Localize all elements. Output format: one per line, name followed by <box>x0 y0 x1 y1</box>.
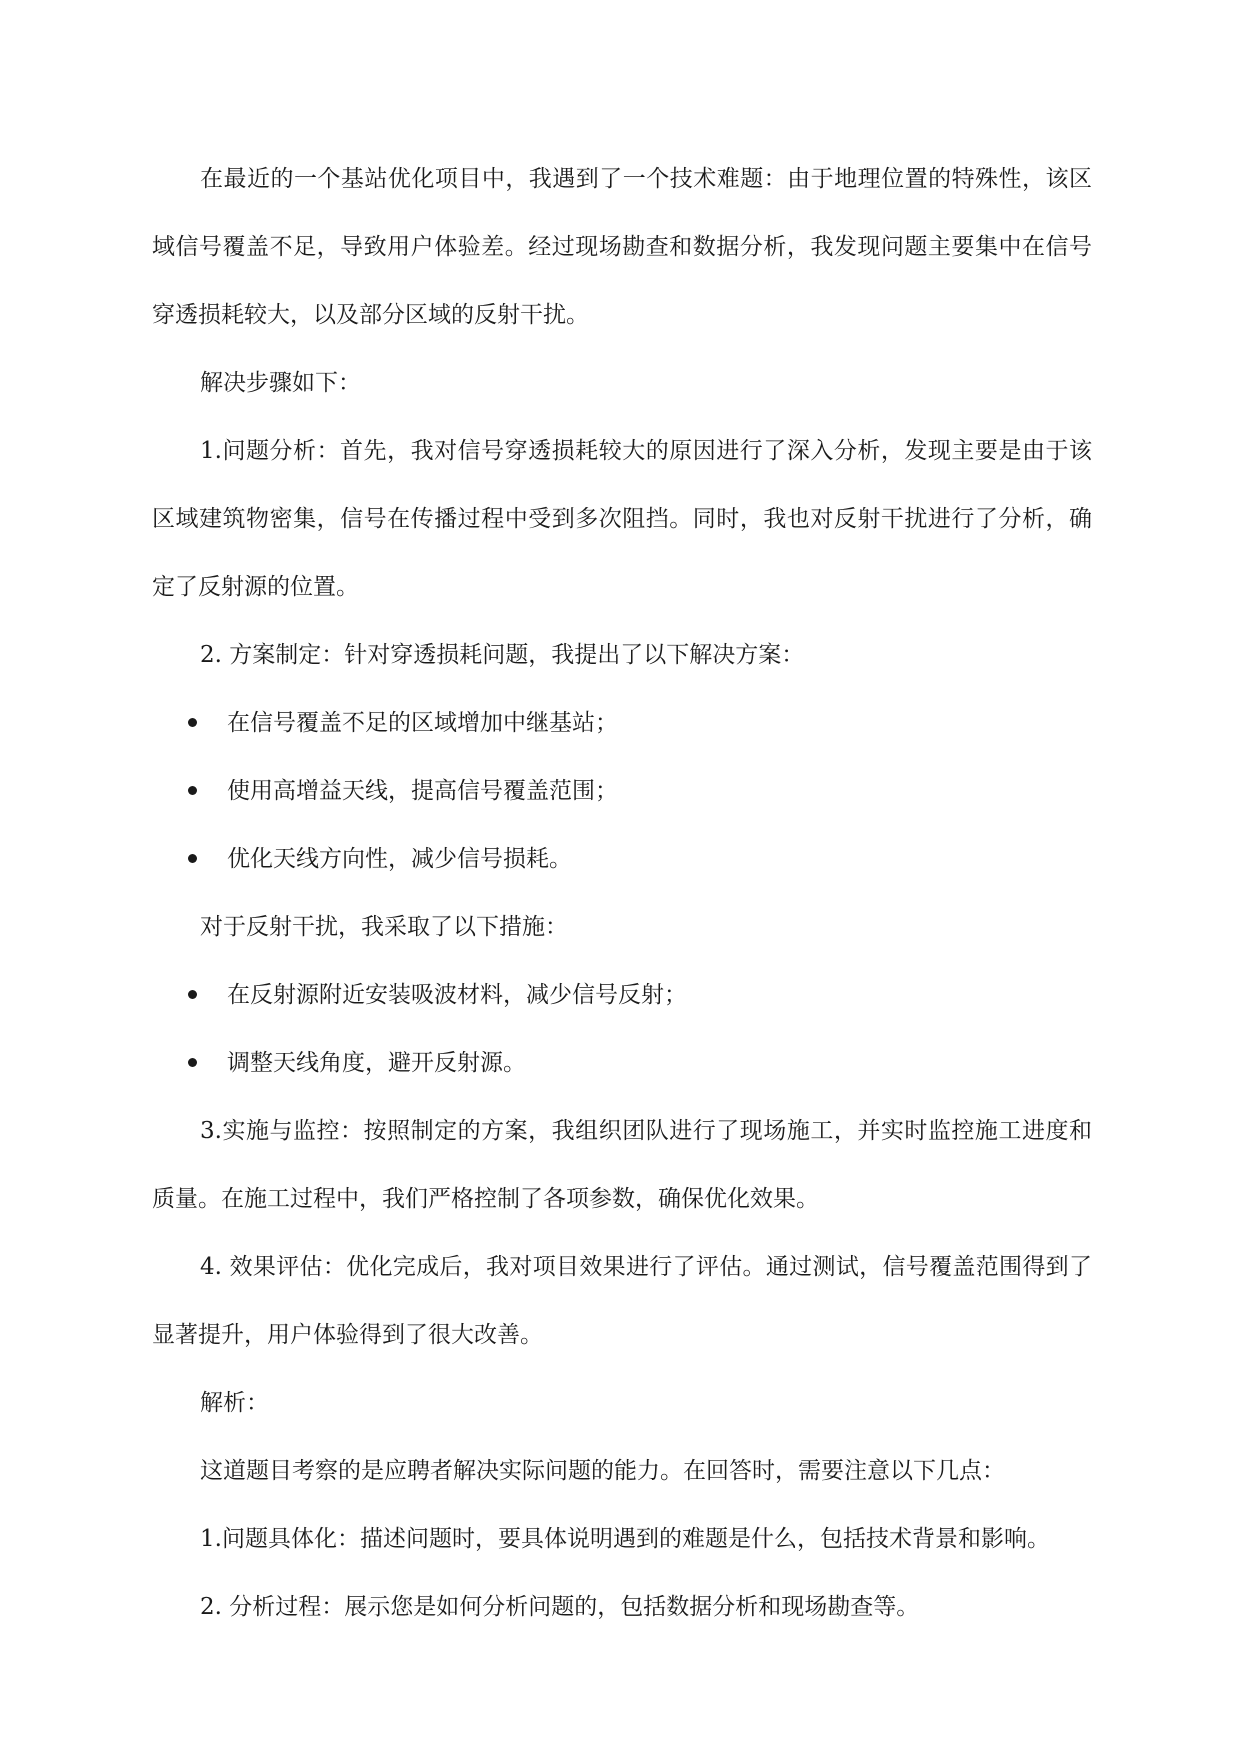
bullet-icon <box>188 990 197 999</box>
bullet-icon <box>188 718 197 727</box>
bullet-icon <box>188 854 197 863</box>
paragraph-reflection-measures: 对于反射干扰，我采取了以下措施： <box>200 914 568 940</box>
list-item <box>152 825 1092 893</box>
paragraph-analysis-point-1: 1.问题具体化：描述问题时，要具体说明遇到的难题是什么，包括技术背景和影响。 <box>200 1526 1050 1552</box>
paragraph-analysis-heading: 解析： <box>200 1390 269 1416</box>
paragraph-analysis-intro: 这道题目考察的是应聘者解决实际问题的能力。在回答时，需要注意以下几点： <box>200 1458 1005 1484</box>
paragraph-intro: 在最近的一个基站优化项目中，我遇到了一个技术难题：由于地理位置的特殊性，该区域信号覆盖不足，导致用户体验差。经过现场勘查和数据分析，我发现问题主要集中在信号穿透损耗较大，以及部分区域的反射干扰。 <box>152 166 1092 328</box>
list-item <box>152 757 1092 825</box>
solution-list <box>152 689 1092 893</box>
paragraph-step-3: 3.实施与监控：按照制定的方案，我组织团队进行了现场施工，并实时监控施工进度和质量。在施工过程中，我们严格控制了各项参数，确保优化效果。 <box>152 1118 1092 1212</box>
list-item <box>152 1029 1092 1097</box>
bullet-icon <box>188 786 197 795</box>
list-item-text: 优化天线方向性，减少信号损耗。 <box>227 846 572 872</box>
paragraph-analysis-point-2: 2. 分析过程：展示您是如何分析问题的，包括数据分析和现场勘查等。 <box>200 1594 920 1620</box>
paragraph-step-1: 1.问题分析：首先，我对信号穿透损耗较大的原因进行了深入分析，发现主要是由于该区域建筑物密集，信号在传播过程中受到多次阻挡。同时，我也对反射干扰进行了分析，确定了反射源的位置。 <box>152 438 1092 600</box>
bullet-icon <box>188 1058 197 1067</box>
list-item <box>152 961 1092 1029</box>
paragraph-step-2: 2. 方案制定：针对穿透损耗问题，我提出了以下解决方案： <box>200 642 805 668</box>
measures-list <box>152 961 1092 1097</box>
list-item-text: 在信号覆盖不足的区域增加中继基站； <box>227 710 618 736</box>
paragraph-step-4: 4. 效果评估：优化完成后，我对项目效果进行了评估。通过测试，信号覆盖范围得到了显著提升，用户体验得到了很大改善。 <box>152 1254 1092 1348</box>
list-item <box>152 689 1092 757</box>
list-item-text: 调整天线角度，避开反射源。 <box>227 1050 526 1076</box>
document-body <box>152 145 1092 1641</box>
paragraph-steps-heading: 解决步骤如下： <box>200 370 361 396</box>
list-item-text: 使用高增益天线，提高信号覆盖范围； <box>227 778 618 804</box>
list-item-text: 在反射源附近安装吸波材料，减少信号反射； <box>227 982 687 1008</box>
